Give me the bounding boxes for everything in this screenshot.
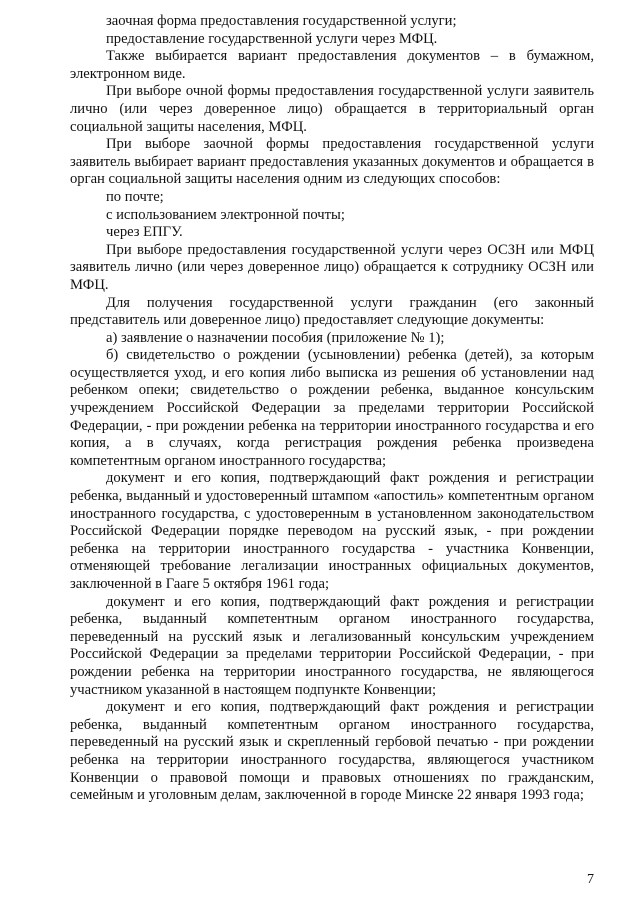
paragraph-by-epgu: через ЕПГУ. [106, 224, 183, 241]
document-body [70, 13, 594, 805]
paragraph-documents-intro: Для получения государственной услуги гражданин (его законный представитель или доверенное лицо) предоставляет следующие документы: [70, 294, 594, 329]
paragraph-item-b: б) свидетельство о рождении (усыновлении) ребенка (детей), за которым осуществляется уход, и его копия либо выписка из решения об установлении над ребенком опеки; свидетельство о рождении ребенка, выданное консульским учреждением Российской Федерации за пределами территории Российской Федерации, - при рождении ребенка на территории иностранного государства и его копия, а в случаях, когда регистрация рождения ребенка произведена компетентным органом иностранного государства; [70, 347, 594, 469]
paragraph-item-a: а) заявление о назначении пособия (приложение № 1); [106, 329, 445, 346]
paragraph-ochnaya: При выборе очной формы предоставления государственной услуги заявитель лично (или через доверенное лицо) обращается в территориальный орган социальной защиты населения, МФЦ. [70, 83, 594, 135]
paragraph-form-zaochnaya: заочная форма предоставления государственной услуги; [106, 13, 457, 29]
paragraph-zaochnaya-choice: При выборе заочной формы предоставления государственной услуги заявитель выбирает вариант предоставления указанных документов и обращается в орган социальной защиты населения одним из следующих способов: [70, 136, 594, 188]
paragraph-by-email: с использованием электронной почты; [106, 206, 345, 223]
paragraph-mfc: предоставление государственной услуги через МФЦ. [106, 30, 438, 47]
paragraph-apostille: документ и его копия, подтверждающий факт рождения и регистрации ребенка, выданный и удостоверенный штампом «апостиль» компетентным органом иностранного государства, с удостоверенным в установленном законодательством Российской Федерации порядке переводом на русский язык, - при рождении ребенка на территории иностранного государства - участника Конвенции, отменяющей требование легализации иностранных официальных документов, заключенной в Гааге 5 октября 1961 года; [70, 470, 594, 592]
paragraph-variant: Также выбирается вариант предоставления документов – в бумажном, электронном виде. [70, 48, 594, 82]
paragraph-by-post: по почте; [106, 188, 164, 205]
page-number: 7 [587, 872, 594, 887]
paragraph-oszn-mfc: При выборе предоставления государственной услуги через ОСЗН или МФЦ заявитель лично (или через доверенное лицо) обращается к сотруднику ОСЗН или МФЦ. [70, 241, 594, 293]
paragraph-legalized: документ и его копия, подтверждающий факт рождения и регистрации ребенка, выданный компетентным органом иностранного государства, переведенный на русский язык и легализованный консульским учреждением Российской Федерации за пределами территории Российской Федерации, - при рождении ребенка на территории иностранного государства, не являющегося участником указанной в настоящем подпункте Конвенции; [70, 593, 594, 698]
paragraph-minsk-convention: документ и его копия, подтверждающий факт рождения и регистрации ребенка, выданный компетентным органом иностранного государства, переведенный на русский язык и скрепленный гербовой печатью - при рождении ребенка на территории иностранного государства, являющегося участником Конвенции о правовой помощи и правовых отношениях по гражданским, семейным и уголовным делам, заключенной в городе Минске 22 января 1993 года; [70, 699, 594, 804]
